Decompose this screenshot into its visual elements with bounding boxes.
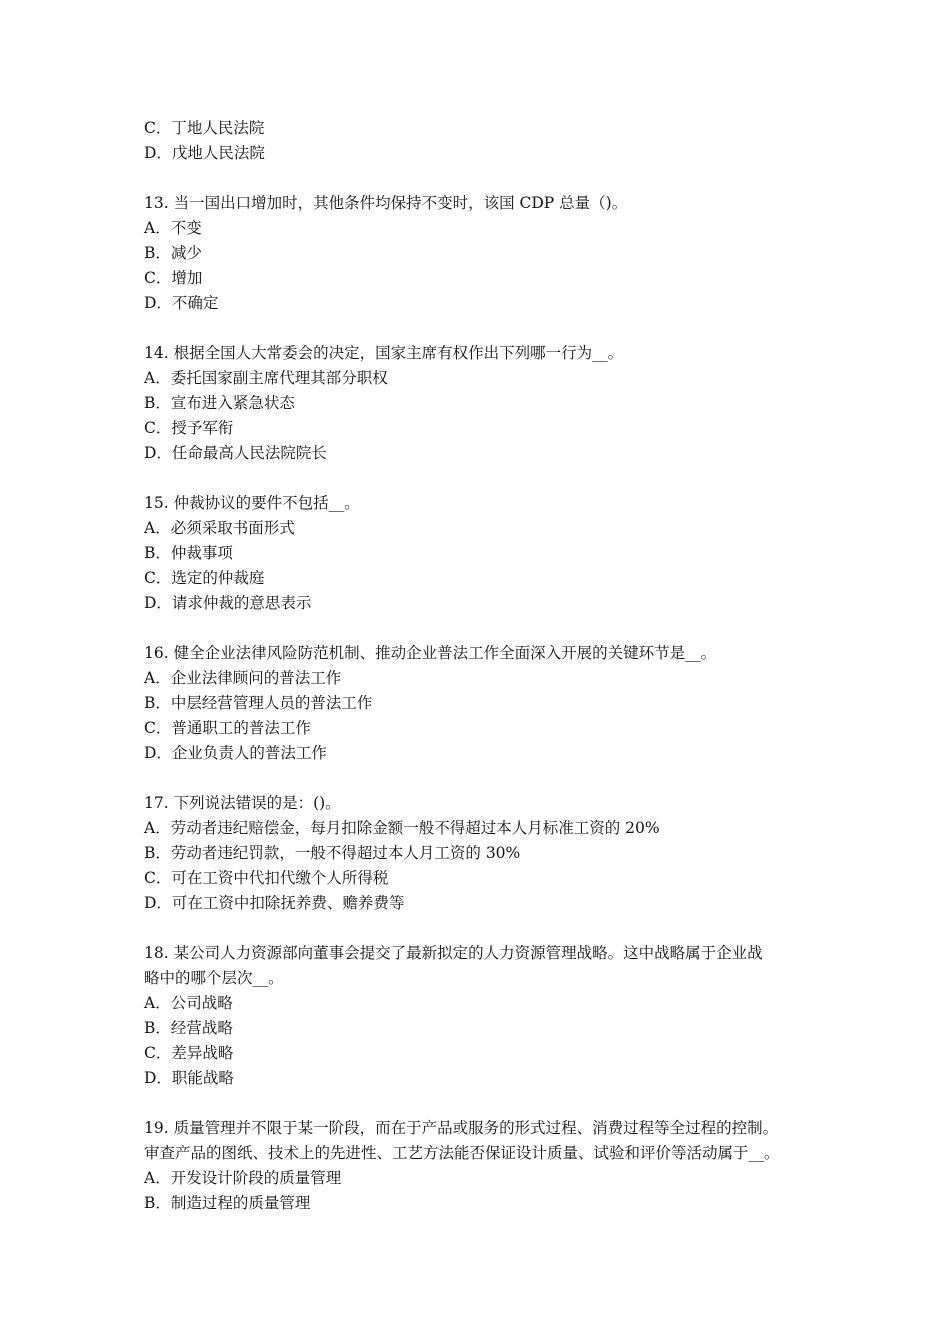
option-line: B．仲裁事项 [144, 544, 233, 562]
question-stem: 18. 某公司人力资源部向董事会提交了最新拟定的人力资源管理战略。这中战略属于企业战 [144, 944, 763, 962]
option-line: D．企业负责人的普法工作 [144, 744, 327, 762]
option-line: D．可在工资中扣除抚养费、赡养费等 [144, 894, 405, 912]
option-line: D．戊地人民法院 [144, 144, 265, 162]
option-line: C．可在工资中代扣代缴个人所得税 [144, 869, 389, 887]
option-line: B．经营战略 [144, 1019, 233, 1037]
option-line: A．劳动者违纪赔偿金，每月扣除金额一般不得超过本人月标准工资的 20% [144, 819, 660, 837]
question-17 [144, 791, 824, 916]
question-15 [144, 491, 824, 616]
document-page [144, 116, 824, 1216]
option-line: C．选定的仲裁庭 [144, 569, 265, 587]
question-stem: 13. 当一国出口增加时，其他条件均保持不变时，该国 CDP 总量（)。 [144, 194, 628, 212]
option-line: C．丁地人民法院 [144, 119, 265, 137]
question-18 [144, 941, 824, 1091]
question-19 [144, 1116, 824, 1216]
option-line: D．不确定 [144, 294, 219, 312]
leading-options [144, 116, 824, 166]
option-line: D．任命最高人民法院院长 [144, 444, 327, 462]
question-13 [144, 191, 824, 316]
option-line: A．不变 [144, 219, 202, 237]
option-line: A．公司战略 [144, 994, 233, 1012]
option-line: B．中层经营管理人员的普法工作 [144, 694, 373, 712]
option-line: A．委托国家副主席代理其部分职权 [144, 369, 388, 387]
option-line: C．增加 [144, 269, 203, 287]
option-line: D．职能战略 [144, 1069, 234, 1087]
option-line: C．差异战略 [144, 1044, 234, 1062]
option-line: A．企业法律顾问的普法工作 [144, 669, 342, 687]
option-line: B．劳动者违纪罚款，一般不得超过本人月工资的 30% [144, 844, 521, 862]
option-line: B．宣布进入紧急状态 [144, 394, 295, 412]
option-line: C．普通职工的普法工作 [144, 719, 311, 737]
question-stem: 16. 健全企业法律风险防范机制、推动企业普法工作全面深入开展的关键环节是__。 [144, 644, 717, 662]
question-stem: 15. 仲裁协议的要件不包括__。 [144, 494, 360, 512]
option-line: A．必须采取书面形式 [144, 519, 295, 537]
question-stem: 14. 根据全国人大常委会的决定，国家主席有权作出下列哪一行为__。 [144, 344, 624, 362]
option-line: D．请求仲裁的意思表示 [144, 594, 312, 612]
option-line: B．制造过程的质量管理 [144, 1194, 311, 1212]
option-line: B．减少 [144, 244, 202, 262]
question-stem-continued: 审查产品的图纸、技术上的先进性、工艺方法能否保证设计质量、试验和评价等活动属于__。 [144, 1144, 780, 1162]
question-16 [144, 641, 824, 766]
question-stem: 19. 质量管理并不限于某一阶段，而在于产品或服务的形式过程、消费过程等全过程的控制。 [144, 1119, 779, 1137]
question-stem-continued: 略中的哪个层次__。 [144, 969, 284, 987]
question-stem: 17. 下列说法错误的是：()。 [144, 794, 341, 812]
option-line: C．授予军衔 [144, 419, 234, 437]
question-14 [144, 341, 824, 466]
option-line: A．开发设计阶段的质量管理 [144, 1169, 342, 1187]
